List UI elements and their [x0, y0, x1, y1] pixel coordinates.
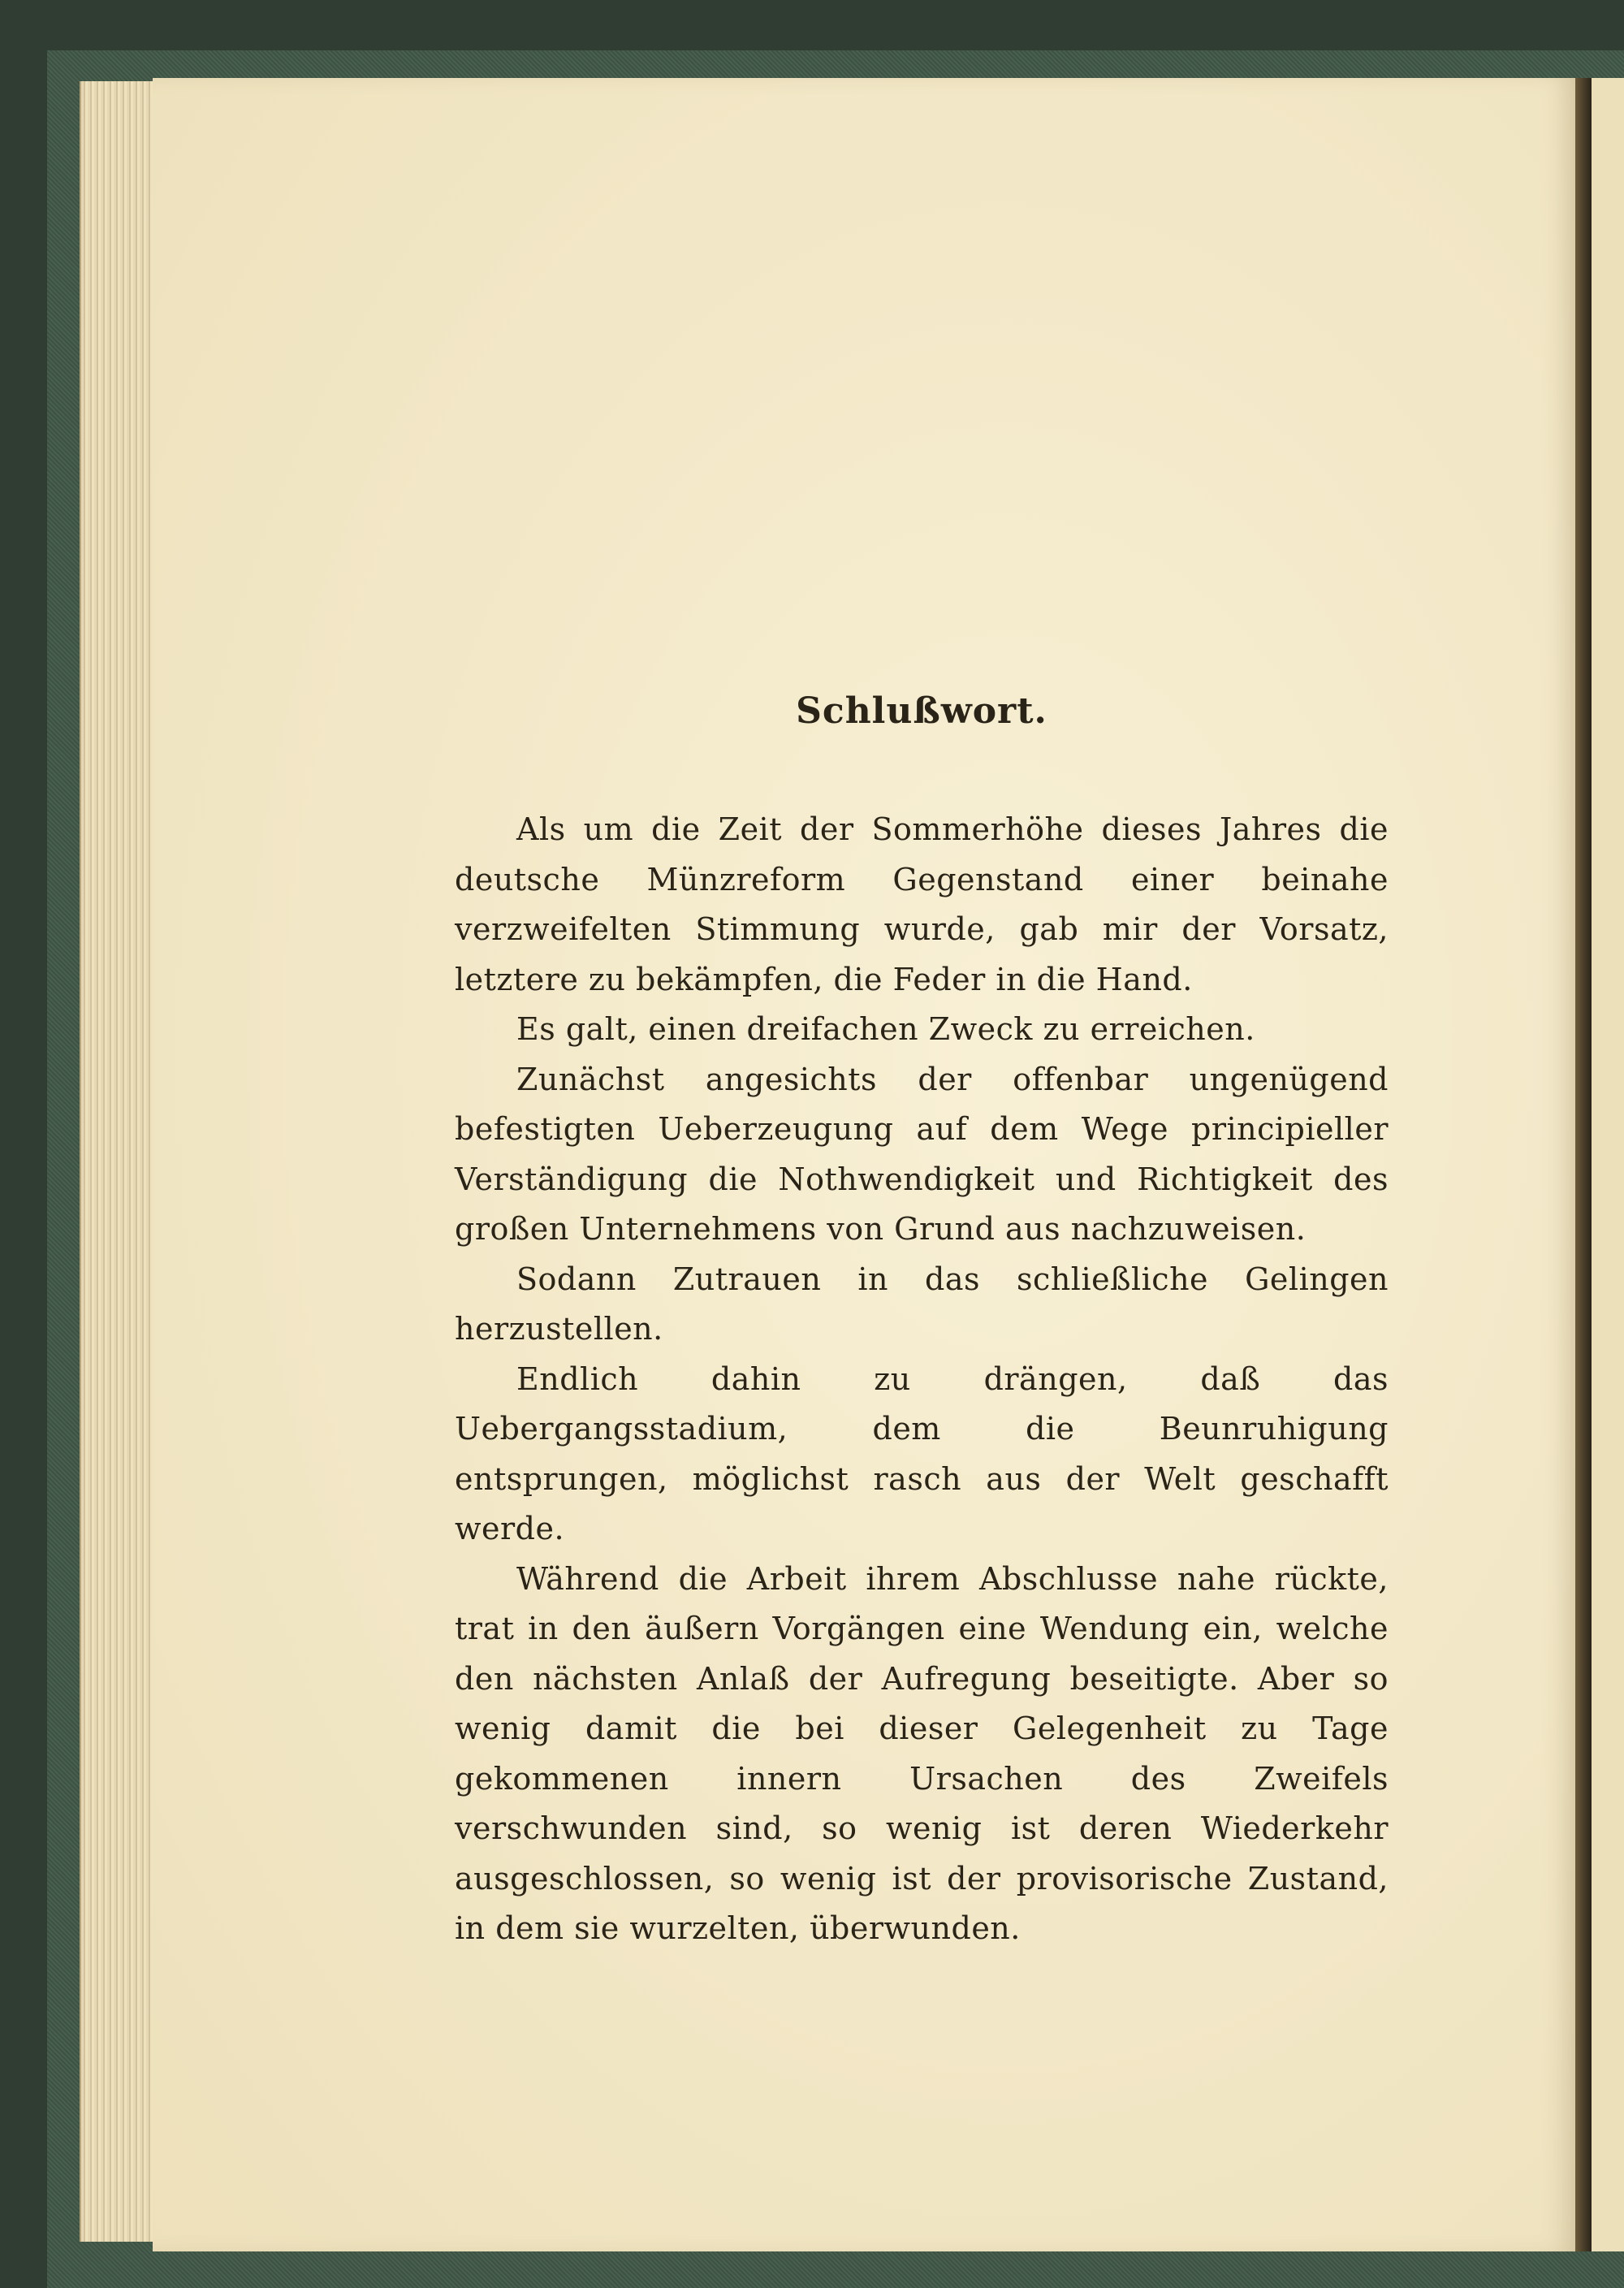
paragraph: Es galt, einen dreifachen Zweck zu erreichen. — [516, 1011, 1255, 1047]
page-text — [455, 690, 1389, 1954]
paragraph: Zunächst angesichts der offenbar ungenügend befestigten Ueberzeugung auf dem Wege principieller Verständigung die Nothwendigkeit und Richtigkeit des großen Unternehmens von Grund aus nachzuweisen. — [455, 1061, 1389, 1247]
page-edges — [80, 81, 156, 2242]
paragraph: Sodann Zutrauen in das schließliche Gelingen herzustellen. — [455, 1261, 1389, 1347]
chapter-title: Schlußwort. — [796, 690, 1047, 732]
book-gutter — [1575, 78, 1592, 2251]
paragraph: Während die Arbeit ihrem Abschlusse nahe rückte, trat in den äußern Vorgängen eine Wendung ein, welche den nächsten Anlaß der Aufregung beseitigte. Aber so wenig damit die bei dieser Gelegenheit zu Tage gekommenen innern Ursachen des Zweifels verschwunden sind, so wenig ist deren Wiederkehr ausgeschlossen, so wenig ist der provisorische Zustand, in dem sie wurzelten, überwunden. — [455, 1560, 1389, 1946]
paragraph: Als um die Zeit der Sommerhöhe dieses Jahres die deutsche Münzreform Gegenstand einer beinahe verzweifelten Stimmung wurde, gab mir der Vorsatz, letztere zu bekämpfen, die Feder in die Hand. — [455, 811, 1389, 997]
paragraph: Endlich dahin zu drängen, daß das Uebergangsstadium, dem die Beunruhigung entsprungen, möglichst rasch aus der Welt geschafft werde. — [455, 1360, 1389, 1546]
facing-page-edge — [1592, 78, 1624, 2251]
